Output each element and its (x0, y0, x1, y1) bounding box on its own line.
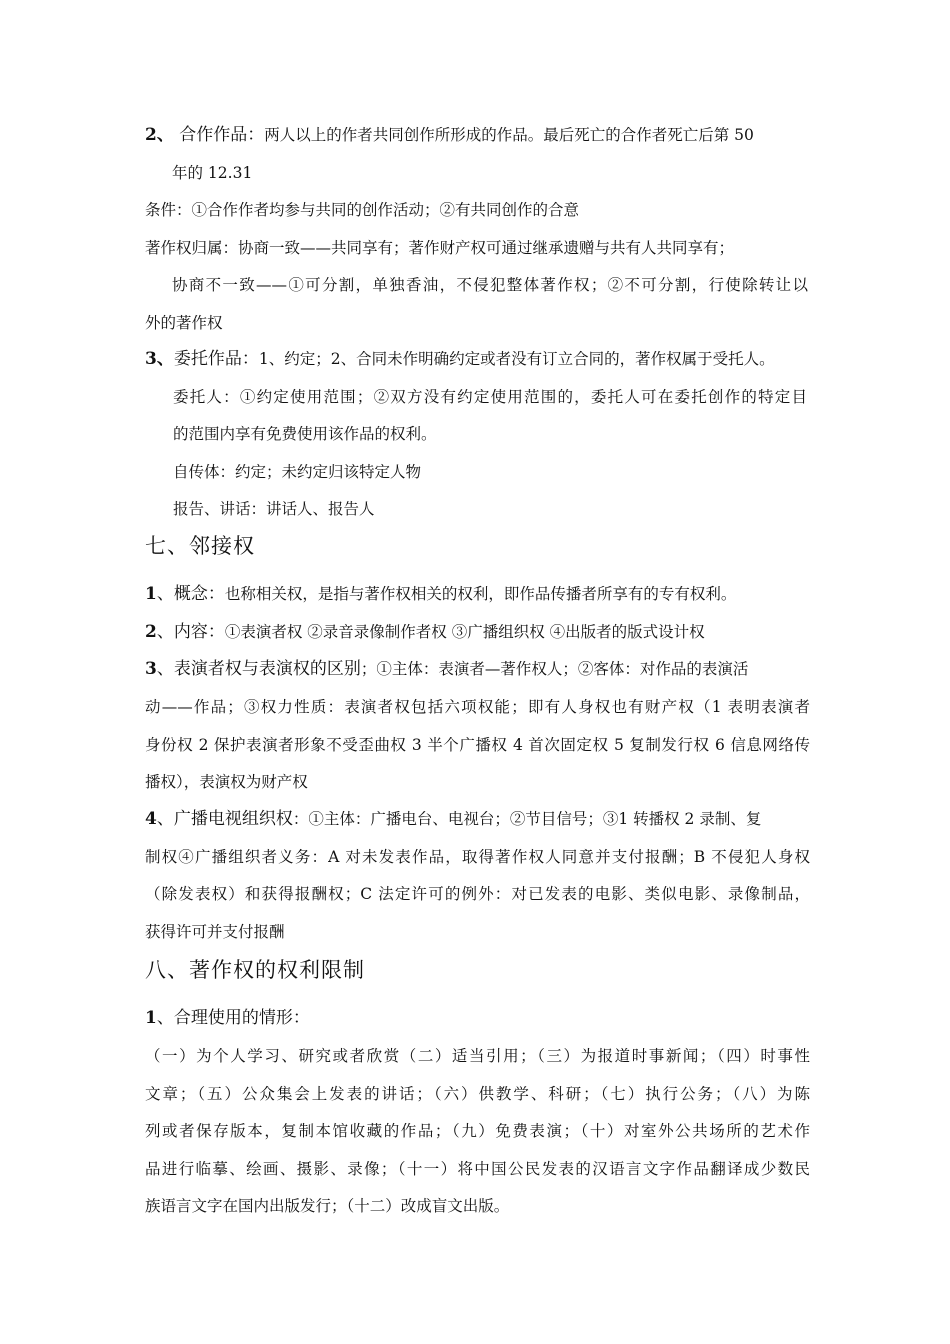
cooperative-work-line (145, 124, 810, 146)
concept-line (145, 583, 810, 605)
item-body: ①表演者权 ②录音录像制作者权 ③广播组织权 ④出版者的版式设计权 (224, 623, 705, 641)
item-heading: 、广播电视组织权 (156, 809, 293, 829)
item-number: 1 (145, 584, 157, 604)
item-number: 3 (145, 659, 157, 679)
item-heading: 、内容： (156, 622, 225, 642)
item-body: ；①主体：表演者—著作权人；②客体：对作品的表演活 (360, 660, 749, 678)
paragraph-line: 品进行临摹、绘画、摄影、录像；（十一）将中国公民发表的汉语言文字作品翻译成少数民 (145, 1160, 810, 1178)
paragraph-line: 族语言文字在国内出版发行；（十二）改成盲文出版。 (145, 1197, 510, 1215)
paragraph-line: 协商不一致——①可分割，单独香油，不侵犯整体著作权；②不可分割，行使除转让以 (172, 276, 808, 294)
section-heading-copyright-limits: 八、著作权的权利限制 (145, 958, 365, 982)
paragraph-line: 著作权归属：协商一致——共同享有；著作财产权可通过继承遗赠与共有人共同享有； (145, 239, 735, 257)
paragraph-line: 的范围内享有免费使用该作品的权利。 (173, 425, 437, 443)
item-body: 也称相关权，是指与著作权相关的权利，即作品传播者所享有的专有权利。 (224, 585, 737, 603)
item-heading: 合作作品： (173, 125, 265, 145)
item-number: 2 (145, 622, 157, 642)
paragraph-line: 动——作品；③权力性质：表演者权包括六项权能；即有人身权也有财产权（1 表明表演者 (145, 698, 810, 716)
paragraph-line: 自传体：约定；未约定归该特定人物 (173, 463, 422, 481)
item-heading: 、概念： (156, 584, 225, 604)
paragraph-line: 条件：①合作作者均参与共同的创作活动；②有共同创作的合意 (145, 201, 580, 219)
paragraph-line: 年的 12.31 (172, 164, 253, 182)
fair-use-heading-line (145, 1007, 810, 1029)
content-line (145, 621, 810, 643)
paragraph-line: 列或者保存版本，复制本馆收藏的作品；（九）免费表演；（十）对室外公共场所的艺术作 (145, 1122, 810, 1140)
item-heading: 委托作品： (173, 349, 259, 369)
paragraph-line: 获得许可并支付报酬 (145, 923, 285, 941)
item-body: ：①主体：广播电台、电视台；②节目信号；③1 转播权 2 录制、复 (292, 810, 762, 828)
item-number: 2、 (145, 125, 174, 145)
paragraph-line: 报告、讲话：讲话人、报告人 (173, 500, 375, 518)
paragraph-line: 文章；（五）公众集会上发表的讲话；（六）供教学、科研；（七）执行公务；（八）为陈 (145, 1085, 810, 1103)
item-heading: 、表演者权与表演权的区别 (156, 659, 361, 679)
paragraph-line: 委托人：①约定使用范围；②双方没有约定使用范围的，委托人可在委托创作的特定目 (173, 388, 807, 406)
item-number: 3、 (145, 349, 174, 369)
commissioned-work-line (145, 348, 810, 370)
paragraph-line: （一）为个人学习、研究或者欣赏（二）适当引用；（三）为报道时事新闻；（四）时事性 (145, 1047, 810, 1065)
item-body: 1、约定；2、合同未作明确约定或者没有订立合同的，著作权属于受托人。 (258, 350, 775, 368)
item-number: 1 (145, 1008, 157, 1028)
item-heading: 、合理使用的情形： (156, 1008, 310, 1028)
section-heading-neighboring-rights: 七、邻接权 (145, 534, 255, 558)
paragraph-line: （除发表权）和获得报酬权；C 法定许可的例外：对已发表的电影、类似电影、录像制品， (145, 885, 810, 903)
paragraph-line: 外的著作权 (145, 314, 223, 332)
item-body: 两人以上的作者共同创作所形成的作品。最后死亡的合作者死亡后第 50 (264, 126, 754, 144)
paragraph-line: 身份权 2 保护表演者形象不受歪曲权 3 半个广播权 4 首次固定权 5 复制发行权 6 信息网络传 (145, 736, 810, 754)
item-number: 4 (145, 809, 157, 829)
paragraph-line: 制权④广播组织者义务：A 对未发表作品，取得著作权人同意并支付报酬；B 不侵犯人身权 (145, 848, 810, 866)
paragraph-line: 播权），表演权为财产权 (145, 773, 308, 791)
broadcast-rights-line (145, 808, 810, 830)
performer-rights-line (145, 658, 810, 680)
